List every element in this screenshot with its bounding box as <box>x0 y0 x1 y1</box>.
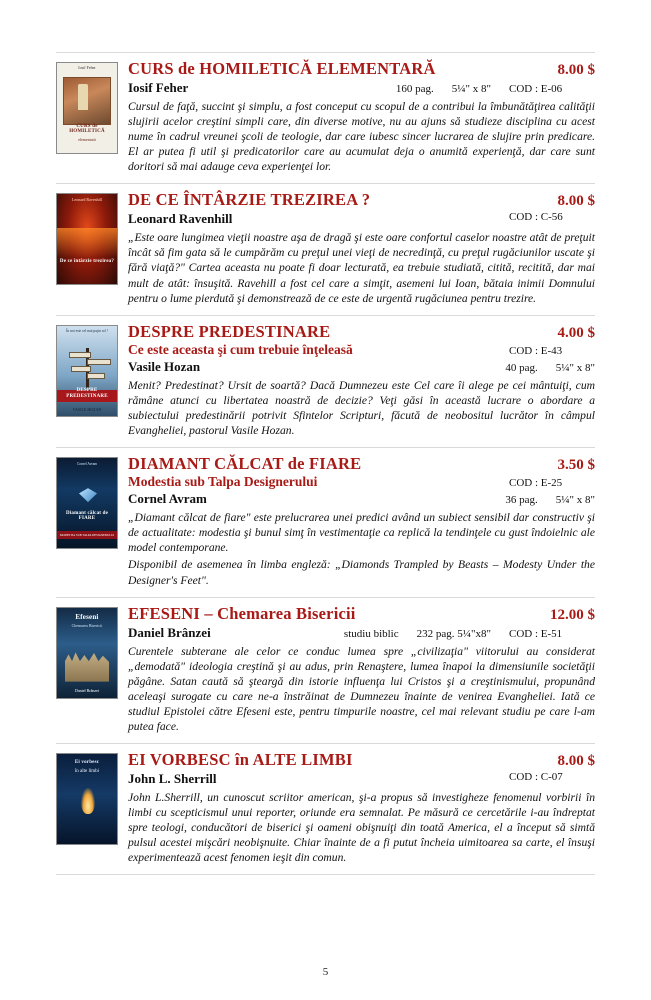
cover-subtitle-label: elementară <box>78 137 96 143</box>
book-cover <box>56 753 118 845</box>
book-price: 3.50 $ <box>557 457 595 474</box>
book-entry[interactable] <box>56 744 595 875</box>
title-row <box>128 191 595 210</box>
book-description <box>128 230 595 305</box>
description-paragraph: „Diamant călcat de fiare" este prelucrarea unei predici având un subiect sensibil dar constructiv şi de actualitate: modestia şi bunul simţ în vestimentaţie ca replică la tendinţele cu gust îndoielnic ale model contemporane. <box>128 511 595 555</box>
book-pages: 36 pag. <box>505 494 538 507</box>
book-entry[interactable] <box>56 598 595 744</box>
meta-row <box>128 771 595 787</box>
cover-title-label: CURS de HOMILETICĂ <box>69 123 105 135</box>
description-paragraph: Menit? Predestinat? Ursit de soartă? Dacă Dumnezeu este Cel care îi alege pe cei mântuiţi, cum rămâne atunci cu libertatea noastră de decizie? Veţi găsi în această lucrare o abordare a subiectului predestinării potrivit Sfintelor Scripturi, făcută de neobositul lucrător în câmpul Evangheliei, pastorul Vasile Hozan. <box>128 378 595 437</box>
title-row <box>128 751 595 770</box>
book-cover <box>56 325 118 417</box>
book-code: COD : E-06 <box>509 83 563 95</box>
book-code: COD : C-56 <box>509 211 563 224</box>
book-price: 8.00 $ <box>557 752 595 769</box>
book-specs <box>232 211 595 223</box>
book-cover <box>56 193 118 285</box>
subtitle-row <box>128 474 595 490</box>
book-specs <box>200 362 595 374</box>
cover-title-label: DESPRE PREDESTINARE <box>66 388 108 399</box>
cover-title-label: De ce întârzie trezirea? <box>59 258 115 264</box>
description-paragraph-secondary: Disponibil de asemenea în limba engleză: „Diamonds Trampled by Beasts – Modesty Under the Designer's Feet". <box>128 558 595 587</box>
subtitle-row <box>128 342 595 358</box>
book-description <box>128 99 595 174</box>
title-row <box>128 323 595 342</box>
meta-row <box>128 491 595 507</box>
book-details <box>128 60 595 176</box>
book-specs <box>207 494 595 506</box>
book-size: 5¼" x 8" <box>555 494 595 507</box>
book-title: EI VORBESC în ALTE LIMBI <box>128 749 353 769</box>
book-code-row <box>509 477 595 489</box>
book-price: 8.00 $ <box>557 193 595 210</box>
book-title: EFESENI – Chemarea Bisericii <box>128 603 356 623</box>
description-paragraph: Curentele subterane ale celor ce conduc lumea spre „civilizaţia" viitorului au considerat „demodată" ideologia creştină şi au adus, prin Renaştere, lumea înapoi la dimensiunile societăţii păgâne. Satan caută să şteargă din istorie influenţa lui Cristos şi a creştinismului, propunând aceleaşi surogate cu care ne-a înstrăinat de Dumnezeu înainte de venirea Evangheliei. Iată ce studiul Epistolei către Efeseni este, pentru timpurile noastre, cel mai relevant studiu pe care l-am putea face. <box>128 644 595 733</box>
description-paragraph: „Este oare lungimea vieţii noastre aşa de dragă şi este oare confortul caselor noastre atât de preţuit încât să fim gata să le cumpărăm cu preţul unei vieţi de necredinţă, cu preţul rugăciunilor uscate şi fără viaţă?" Cartea aceasta nu poate fi doar lecturată, ea trebuie studiată, citită, recitită, dar mai mult de atât: însuşită. Ravehill a fost cel care a simţit, asemeni lui Ioan, bătaia inimii Domnului pentru o lume pierdută şi demonstrează de ce este de urgentă rugăciunea pentru trezire. <box>128 231 595 305</box>
cover-author-label: Cornel Avram <box>76 462 98 467</box>
cover-artwork <box>65 648 109 682</box>
cover-artwork <box>57 228 117 258</box>
meta-row <box>128 359 595 375</box>
page-number: 5 <box>322 966 329 978</box>
book-description <box>128 510 595 587</box>
book-details <box>128 605 595 736</box>
cover-author-label: Iosif Feher <box>78 65 96 70</box>
book-code: COD : E-51 <box>509 627 563 640</box>
cover-art-detail <box>87 359 111 365</box>
cover-author-label: Daniel Brânzei <box>74 687 100 693</box>
book-pages: 160 pag. <box>395 83 434 95</box>
description-paragraph: Cursul de faţă, succint şi simplu, a fost conceput cu scopul de a contribui la îmbunătăţirea calităţii slujirii acelor creştini simpli care, din diverse motive, nu au ajuns să studieze disciplina cu acest nume în cadrul vreunei şcoli de teologie, dar care iubesc sincer lucrarea de slujire prin predicare. El ar putea fi util şi predicatorilor care au acumulat deja o anumită experienţă, dar care sunt doritori să mai adauge ceva experienţei lor. <box>128 100 595 174</box>
book-title: CURS de HOMILETICĂ ELEMENTARĂ <box>128 59 436 78</box>
book-code-row <box>509 345 595 357</box>
book-entry[interactable] <box>56 448 595 598</box>
title-row <box>128 60 595 79</box>
cover-art-detail <box>87 373 105 379</box>
meta-row <box>128 625 595 641</box>
book-title: DIAMANT CĂLCAT de FIARE <box>128 454 362 474</box>
book-author: Leonard Ravenhill <box>128 211 233 227</box>
book-pages: 40 pag. <box>505 361 538 374</box>
cover-subtitle-label: în alte limbi <box>74 768 100 774</box>
book-code: COD : C-07 <box>509 770 563 783</box>
book-entry[interactable] <box>56 184 595 315</box>
book-description <box>128 790 595 865</box>
book-entry[interactable] <box>56 316 595 448</box>
meta-row <box>128 211 595 227</box>
book-code: COD : E-25 <box>509 477 563 490</box>
book-price: 8.00 $ <box>557 62 595 78</box>
book-title: DE CE ÎNTÂRZIE TREZIREA ? <box>128 190 371 210</box>
book-description <box>128 378 595 438</box>
book-title: DESPRE PREDESTINARE <box>128 321 331 341</box>
book-author: Vasile Hozan <box>128 358 201 374</box>
book-size: 232 pag. 5¼"x8" <box>416 627 491 640</box>
cover-title-label: Efeseni <box>75 612 99 621</box>
cover-author-label: VASILE HOZAN <box>72 407 102 413</box>
book-list <box>56 52 595 875</box>
book-author: John L. Sherrill <box>128 770 217 786</box>
title-row <box>128 605 595 624</box>
cover-tagline-label: În noi este cel mai puţin rol ! <box>66 328 108 333</box>
book-author: Cornel Avram <box>128 491 207 507</box>
book-specs <box>211 628 595 640</box>
book-details <box>128 191 595 307</box>
book-specs <box>217 771 596 783</box>
book-entry[interactable] <box>56 52 595 184</box>
book-cover <box>56 457 118 549</box>
book-author: Daniel Brânzei <box>128 624 211 640</box>
book-author: Iosif Feher <box>128 80 189 95</box>
book-specs <box>188 83 595 95</box>
book-subtitle: Modestia sub Talpa Designerului <box>128 474 318 490</box>
cover-artwork <box>79 488 97 502</box>
book-subtitle: Ce este aceasta şi cum trebuie înţeleasă <box>128 341 353 357</box>
cover-title-label: Diamant călcat de FIARE <box>65 510 108 522</box>
meta-row <box>128 80 595 96</box>
cover-artwork <box>81 788 95 814</box>
book-details <box>128 455 595 590</box>
book-pages: studiu biblic <box>343 627 399 640</box>
book-details <box>128 751 595 867</box>
book-size: 5¼" x 8" <box>451 83 491 95</box>
book-size: 5¼" x 8" <box>555 361 595 374</box>
book-price: 12.00 $ <box>550 606 595 623</box>
book-price: 4.00 $ <box>557 324 595 341</box>
cover-title-label: Ei vorbesc <box>74 759 100 765</box>
book-description <box>128 644 595 734</box>
cover-artwork <box>63 77 111 125</box>
cover-author-label: Leonard Ravenhill <box>72 197 102 203</box>
cover-art-detail <box>71 366 91 372</box>
title-row <box>128 455 595 474</box>
description-paragraph: John L.Sherrill, un cunoscut scriitor american, şi-a propus să investigheze fenomenul vorbirii în limbi cu scepticismul unui reporter, oriunde era semnalat. Pe măsură ce cercetările i-au îndreptat spre teologi, conducători de biserici şi oameni obişnuiţi din toată America, el a început să simtă pulsul acestei mişcări neobişnuite. Chiar înainte de a fi putut încheia uimitoarea sa carte, el însuşi experimentează acest fenomen ieşit din comun. <box>128 790 595 865</box>
cover-art-detail <box>69 352 91 358</box>
book-details <box>128 323 595 440</box>
book-cover <box>56 62 118 154</box>
book-code: COD : E-43 <box>509 344 563 357</box>
cover-subtitle-label: MODESTIA SUB TALPA DESIGNERULUI <box>59 532 115 537</box>
book-cover <box>56 607 118 699</box>
cover-subtitle-label: Chemarea Bisericii <box>71 622 103 628</box>
